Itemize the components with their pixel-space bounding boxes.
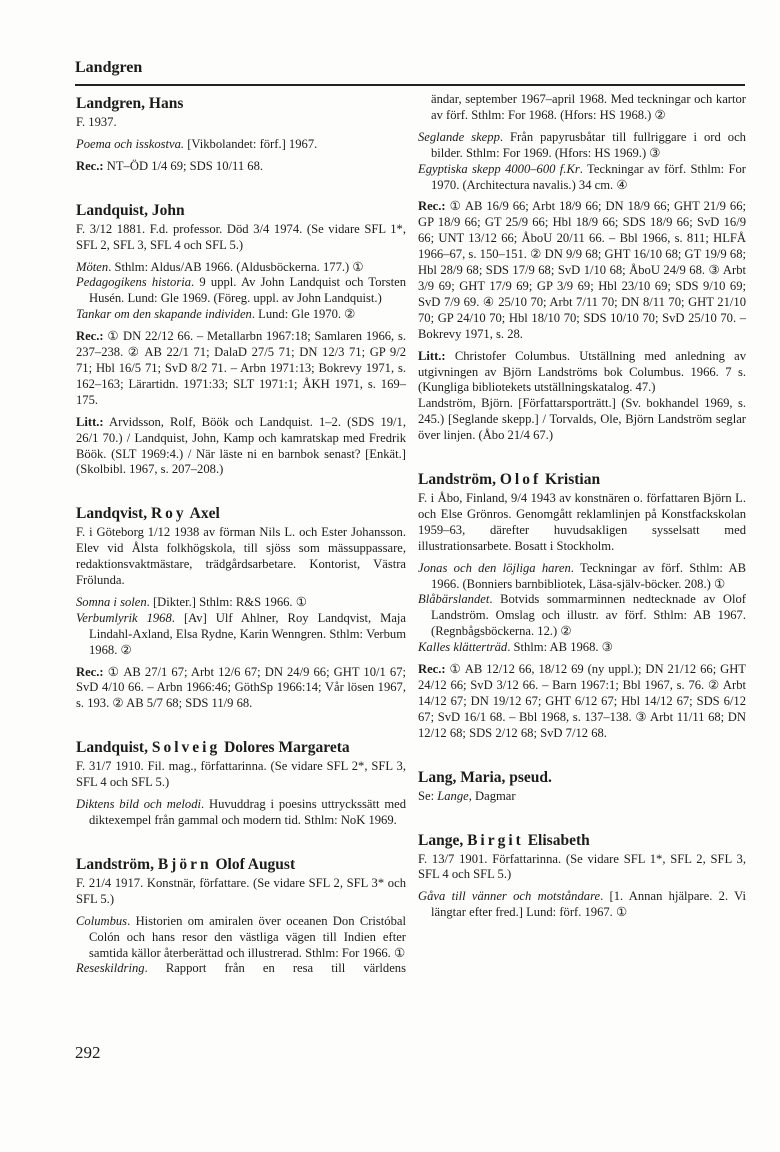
- work-item: [418, 640, 746, 656]
- see-label: Se:: [418, 788, 438, 803]
- other-names: Axel: [186, 505, 220, 523]
- bio-paragraph: [76, 222, 406, 254]
- text-paragraph: [418, 396, 746, 444]
- work-title: Jonas och den löjliga haren: [418, 560, 571, 575]
- author-entry: [76, 94, 406, 175]
- paragraph-text: NT–ÖD 1/4 69; SDS 10/11 68.: [103, 158, 264, 173]
- given-name: Björn: [157, 855, 212, 873]
- paragraph-text: [Vikbolandet: förf.] 1967.: [184, 136, 318, 151]
- work-item: [76, 914, 406, 962]
- author-entry: [76, 738, 406, 829]
- entry-heading: [418, 768, 746, 787]
- paragraph-text: . Rapport från en resa till världens: [144, 961, 406, 976]
- work-item: [418, 162, 746, 194]
- surname: Landström,: [418, 471, 500, 489]
- paragraph-label: Rec.:: [76, 329, 104, 344]
- bio-paragraph: [418, 789, 746, 805]
- review-paragraph: [76, 329, 406, 409]
- paragraph-text: ① AB 27/1 67; Arbt 12/6 67; DN 24/9 66; GHT 10/1 67; SvD 4/10 66. – Arbn 1966:46; GöthSp 1966:14; Vår lösen 1967, s. 193. ② AB 5/7 68; SDS 11/9 68.: [76, 664, 406, 711]
- text-paragraph: [418, 92, 746, 124]
- work-item: [418, 592, 746, 640]
- surname: Landström,: [76, 855, 158, 873]
- work-item: [418, 561, 746, 593]
- paragraph-text: ① AB 12/12 66, 18/12 69 (ny uppl.); DN 21/12 66; GHT 24/12 66; SvD 3/12 66. – Barn 1967:1; Bbl 1967, s. 76. ② Arbt 14/12 67; DN 19/12 67; GHT 6/12 67; Hbl 14/12 67; SDS 6/12 67; SvD 16/1 68. – Bbl 1968, s. 137–138. ③ Arbt 11/11 68; DN 12/12 68; SDS 2/12 68; SvD 7/12 68.: [418, 662, 746, 740]
- given-name: Solveig: [151, 739, 221, 757]
- review-paragraph: [76, 159, 406, 175]
- paragraph-text: F. 31/7 1910. Fil. mag., författarinna. (Se vidare SFL 2*, SFL 3, SFL 4 och SFL 5.): [76, 759, 406, 790]
- entry-heading: [76, 201, 406, 220]
- right-column: [418, 92, 746, 947]
- entry-heading: [76, 855, 406, 874]
- work-title: Pedagogikens historia: [76, 275, 192, 290]
- entry-heading: [76, 738, 406, 757]
- work-title: Columbus: [76, 913, 128, 928]
- left-column: [76, 94, 406, 1003]
- header-rule: [75, 84, 745, 86]
- paragraph-text: . [1. Annan hjälpare. 2. Vi längtar efter fred.] Lund: förf. 1967. ①: [431, 889, 746, 920]
- paragraph-text: F. i Åbo, Finland, 9/4 1943 av konstnären o. författaren Björn L. och Else Grönros. Genomgått reklamlinjen på Konstfackskolan 1959–63, därefter huvudsakligen sysselsatt med illustrationsarbete. Bosatt i Stockholm.: [418, 491, 746, 553]
- work-item: [418, 130, 746, 162]
- given-name: Roy: [150, 505, 187, 523]
- other-names: Olof August: [211, 855, 296, 873]
- bio-paragraph: [76, 759, 406, 791]
- author-entry: [418, 831, 746, 922]
- paragraph-text: . Lund: Gle 1970. ②: [251, 307, 356, 322]
- work-title: Gåva till vänner och motståndare: [418, 889, 601, 904]
- paragraph-text: . Teckningar av förf. Sthlm: For 1970. (Architectura navalis.) 34 cm. ④: [431, 161, 746, 192]
- paragraph-text: . [Av] Ulf Ahlner, Roy Landqvist, Maja Lindahl-Axland, Elsa Rydne, Karin Wenngren. Sthlm: Verbum 1968. ②: [89, 610, 406, 657]
- given-name: Olof: [499, 471, 542, 489]
- work-item: [76, 260, 406, 276]
- bio-paragraph: [418, 852, 746, 884]
- given-name: Birgit: [467, 831, 524, 849]
- paragraph-text: . Från papyrusbåtar till fullriggare i ord och bilder. Sthlm: For 1969. (Hfors: HS 1969.) ③: [431, 129, 746, 160]
- work-title: Reseskildring: [76, 961, 145, 976]
- work-item: [76, 961, 406, 977]
- author-entry: [76, 855, 406, 977]
- work-title: Poema och isskostva.: [76, 136, 185, 151]
- review-paragraph: [418, 349, 746, 397]
- work-title: Tankar om den skapande individen: [76, 307, 252, 322]
- author-entry: [76, 201, 406, 479]
- surname: Lang, Maria, pseud.: [418, 768, 552, 786]
- paragraph-label: Rec.:: [76, 158, 104, 173]
- work-title: Blåbärslandet: [418, 592, 490, 607]
- paragraph-text: . Teckningar av förf. Sthlm: AB 1966. (Bonniers barnbibliotek, Läsa-själv-böcker. 208.) ①: [431, 560, 746, 591]
- work-title: Verbumlyrik 1968: [76, 610, 172, 625]
- author-entry: [418, 768, 746, 805]
- other-names: Kristian: [541, 471, 601, 489]
- bio-paragraph: [76, 876, 406, 908]
- work-item: [76, 611, 406, 659]
- work-title: Seglande skepp: [418, 129, 500, 144]
- paragraph-text: F. i Göteborg 1/12 1938 av förman Nils L. och Ester Johansson. Elev vid Ålsta folkhögskola, till sjöss som mässuppassare, redaktionsvaktmästare, trädgårdsarbetare. Kontorist, Västra Frölunda.: [76, 525, 406, 588]
- paragraph-text: , Dagmar: [468, 788, 516, 803]
- paragraph-text: . Huvuddrag i poesins uttryckssätt med diktexempel från gammal och modern tid. Sthlm: NoK 1969.: [89, 797, 406, 827]
- paragraph-text: . Sthlm: AB 1968. ③: [507, 640, 613, 655]
- paragraph-text: . Sthlm: Aldus/AB 1966. (Aldusböckerna. 177.) ①: [108, 259, 364, 274]
- review-paragraph: [76, 415, 406, 479]
- paragraph-text: Arvidsson, Rolf, Böök och Landquist. 1–2. (SDS 19/1, 26/1 70.) / Landquist, John, Kamp och kamratskap med Fredrik Böök. (SLT 1969:4.) / När läste ni en barnbok senast? [Enkät.] (Skolbibl. 1967, s. 207–208.): [76, 414, 406, 477]
- work-item: [76, 797, 406, 829]
- entry-heading: [418, 470, 746, 489]
- paragraph-text: Landström, Björn. [Författarsporträtt.] (Sv. bokhandel 1969, s. 245.) [Seglande skepp.] / Torvalds, Ole, Björn Landström seglar över linjen. (Åbo 21/4 67.): [418, 396, 746, 443]
- author-entry: [418, 470, 746, 742]
- bio-paragraph: [76, 525, 406, 589]
- paragraph-text: . Historien om amiralen över oceanen Don Cristóbal Colón och hans resor den västliga vägen till Indien efter samtida källor återberättad och illustrerad. Sthlm: For 1966. ①: [89, 913, 406, 960]
- review-paragraph: [418, 199, 746, 342]
- paragraph-label: Rec.:: [418, 662, 446, 677]
- entry-heading: [76, 94, 406, 113]
- work-title: Möten: [76, 259, 109, 274]
- paragraph-text: F. 3/12 1881. F.d. professor. Död 3/4 1974. (Se vidare SFL 1*, SFL 2, SFL 3, SFL 4 och SFL 5.): [76, 221, 406, 252]
- paragraph-text: ① DN 22/12 66. – Metallarbn 1967:18; Samlaren 1966, s. 237–238. ② AB 22/1 71; DalaD 27/5 71; DN 12/3 71; GP 9/2 71; Hbl 16/5 71; SvD 8/2 71. – Arbn 1971:13; Bokrevy 1971, s. 162–163; Lärartidn. 1971:33; SLT 1971:1; ÅKH 1971, s. 169–175.: [76, 329, 406, 407]
- review-paragraph: [418, 662, 746, 742]
- work-item: [76, 307, 406, 323]
- work-title: Somna i solen: [76, 594, 147, 609]
- paragraph-label: Litt.:: [76, 414, 104, 429]
- paragraph-label: Rec.:: [76, 664, 104, 679]
- paragraph-label: Litt.:: [418, 348, 446, 363]
- work-item: [76, 137, 406, 153]
- work-title: Lange: [437, 788, 469, 803]
- paragraph-text: ① AB 16/9 66; Arbt 18/9 66; DN 18/9 66; GHT 21/9 66; GP 18/9 66; GT 25/9 66; Hbl 18/9 66; SDS 18/9 66; SvD 16/9 66; UNT 13/12 66; ÅboU 20/11 66. – Bbl 1966, s. 811; HLFÅ 1966–67, s. 150–151. ② DN 9/9 68; GHT 16/10 68; GT 19/9 68; Hbl 28/9 68; SDS 17/9 68; SvD 1/10 68; ÅboU 24/9 68. ③ Arbt 3/9 69; GHT 17/9 69; GP 3/9 69; Hbl 23/10 69; SDS 9/10 69; SvD 7/9 69. ④ 25/10 70; Arbt 7/11 70; DN 8/11 70; GHT 21/10 70; GP 24/10 70; Hbl 18/10 70; SDS 10/10 70; SvD 25/10 70. – Bokrevy 1971, s. 28.: [418, 199, 746, 341]
- author-entry: [76, 504, 406, 712]
- work-title: Egyptiska skepp 4000–600 f.Kr: [418, 161, 580, 176]
- review-paragraph: [76, 665, 406, 713]
- page-number: 292: [75, 1043, 101, 1062]
- paragraph-label: Rec.:: [418, 199, 446, 214]
- paragraph-text: F. 21/4 1917. Konstnär, författare. (Se vidare SFL 2, SFL 3* och SFL 5.): [76, 875, 406, 906]
- paragraph-text: . 9 uppl. Av John Landquist och Torsten Husén. Lund: Gle 1969. (Föreg. uppl. av John Landquist.): [89, 275, 406, 306]
- paragraph-text: F. 1937.: [76, 115, 117, 129]
- paragraph-text: Christofer Columbus. Utställning med anledning av utgivningen av Björn Landströms bok Columbus. 1966. 7 s. (Kungliga bibliotekets utställningskatalog. 47.): [418, 348, 746, 395]
- surname: Lange,: [418, 831, 468, 849]
- other-names: Elisabeth: [523, 831, 590, 849]
- bio-paragraph: [76, 115, 406, 131]
- entry-heading: [418, 831, 746, 850]
- other-names: Dolores Margareta: [220, 739, 350, 757]
- entry-heading: [76, 504, 406, 523]
- surname: Landqvist,: [76, 505, 151, 523]
- work-item: [418, 889, 746, 921]
- paragraph-text: . Botvids sommarminnen nedtecknade av Olof Landström. Omslag och illustr. av förf. Sthlm: AB 1967. (Regnbågsböckerna. 12.) ②: [431, 592, 746, 639]
- surname: Landquist, John: [76, 201, 185, 219]
- author-entry: [418, 92, 746, 444]
- paragraph-text: F. 13/7 1901. Författarinna. (Se vidare SFL 1*, SFL 2, SFL 3, SFL 4 och SFL 5.): [418, 851, 746, 882]
- work-title: Diktens bild och melodi: [76, 797, 202, 812]
- bio-paragraph: [418, 491, 746, 555]
- work-item: [76, 595, 406, 611]
- work-title: Kalles klätterträd: [418, 640, 508, 655]
- paragraph-text: . [Dikter.] Sthlm: R&S 1966. ①: [146, 594, 307, 609]
- surname: Landgren, Hans: [76, 95, 184, 112]
- surname: Landquist,: [76, 739, 152, 757]
- work-item: [76, 275, 406, 307]
- running-head: Landgren: [75, 59, 143, 76]
- paragraph-text: ändar, september 1967–april 1968. Med teckningar och kartor av förf. Sthlm: For 1968. (Hfors: HS 1968.) ②: [431, 92, 746, 122]
